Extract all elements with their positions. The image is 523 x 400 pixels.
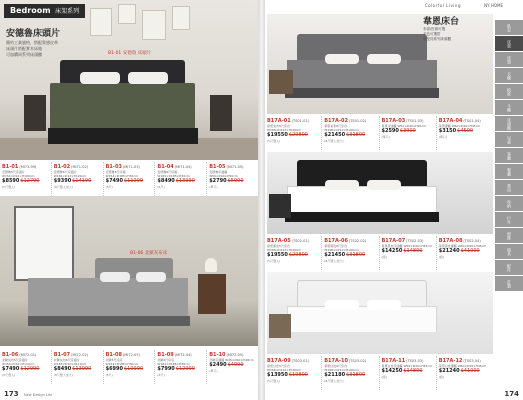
product-price — [157, 366, 204, 373]
sale-price: $21180 — [324, 372, 346, 378]
page-number: 173 — [4, 390, 19, 398]
sale-price: $13950 — [267, 372, 288, 378]
hero-photo-andrew-bed — [0, 0, 258, 160]
product-caption — [322, 356, 379, 390]
product-size-note: (5尺雙人) — [267, 139, 281, 143]
brand-logo: Colorful Living — [424, 3, 461, 8]
product-size-note: (6尺雙人加大) — [324, 259, 344, 263]
product-description: 北歐灰布6尺床頭片 W184×D10×H110cm — [53, 358, 87, 366]
bed-headboard — [297, 160, 427, 188]
caption-row-bottom — [0, 350, 258, 384]
wall-art — [172, 6, 190, 30]
product-model-number: (MI72-04) — [174, 353, 192, 357]
product-description: 韋恩白皮床頭櫃 W50×D40×H45cm — [381, 364, 433, 368]
product-description: 安德魯5尺床頭片 W154×D12×H100cm — [2, 170, 35, 178]
wall-art — [118, 4, 136, 24]
product-description: 韋恩灰布5尺床台 W168×D210×H100cm — [267, 124, 302, 132]
bed-base — [285, 212, 439, 222]
sale-price: $7490 — [105, 178, 123, 184]
product-caption — [207, 162, 258, 196]
product-description: 安德魯床頭櫃 W50×D40×H50cm — [209, 170, 238, 178]
product-code-text: B1-05 — [209, 164, 226, 170]
product-size-note: (5尺) — [105, 185, 113, 189]
original-price: $4500 — [457, 128, 474, 134]
product-description: 韋恩黑皮邊櫃 W60×D40×H45cm — [438, 244, 487, 248]
product-code-text: B1-04 — [157, 164, 174, 170]
series-notes — [423, 27, 451, 42]
bed-base — [48, 128, 198, 144]
window — [14, 206, 74, 281]
pillow — [325, 300, 359, 310]
original-price: $41000 — [460, 248, 480, 254]
brand-en: Bedroom — [10, 6, 51, 15]
original-price: $31800 — [346, 252, 366, 258]
product-size-note: (單只) — [209, 185, 218, 189]
sale-price: $2590 — [381, 128, 399, 134]
nightstand — [198, 274, 226, 314]
original-price: $10990 — [124, 366, 144, 372]
hero-product-badge: B1-01 安德魯 床頭片 — [108, 51, 152, 56]
product-size-note: (5尺) — [105, 373, 113, 377]
series-note: 布面/皮面可選 — [423, 27, 446, 31]
brand-zh: 床架系列 — [55, 8, 80, 15]
gutter — [258, 0, 265, 400]
pillow — [367, 180, 401, 190]
product-model-number: (MI71-02) — [71, 165, 89, 169]
product-caption — [0, 350, 52, 384]
category-tab[interactable]: 床架 — [495, 36, 523, 51]
product-code-text: B1-07 — [53, 352, 71, 358]
product-description: 北歐5尺床底 W154×D186×H30cm — [105, 358, 138, 366]
nightstand — [269, 70, 293, 94]
sale-price: $21450 — [324, 252, 346, 258]
product-model-number: (MI72-02) — [71, 353, 89, 357]
product-size-note: (5尺雙人) — [2, 185, 16, 189]
original-price: $14800 — [403, 248, 423, 254]
hero-note: 簡約工業風格，搭配質感皮革 — [6, 40, 58, 45]
product-price — [157, 178, 204, 185]
bed-mattress — [50, 83, 195, 131]
sale-price: $2790 — [209, 178, 227, 184]
original-price: $19800 — [288, 372, 308, 378]
product-price — [324, 132, 376, 139]
product-price — [54, 178, 101, 185]
product-code-text: B17A-04 — [438, 118, 463, 124]
product-caption — [0, 162, 52, 196]
product-size-note: (單只) — [381, 135, 390, 139]
product-price — [209, 362, 256, 369]
product-caption — [265, 236, 322, 270]
product-description: 安德魯6尺床頭片 W184×D12×H100cm — [53, 170, 87, 178]
section-brand-tag — [4, 4, 85, 18]
product-price — [267, 372, 319, 379]
bed-base — [285, 88, 439, 98]
bed-mattress — [287, 306, 437, 334]
original-price: $13990 — [175, 178, 195, 184]
sale-price: $21240 — [438, 368, 460, 374]
product-price — [439, 368, 491, 375]
category-tab[interactable]: 訂製 — [495, 276, 523, 291]
photo-gray-wayne-bed — [267, 14, 493, 114]
series-note: 多色可選搭 — [423, 32, 441, 36]
sale-price: $7990 — [157, 366, 175, 372]
product-code-text: B17A-05 — [267, 238, 291, 244]
folio-subtitle: New Design Life — [24, 393, 53, 397]
product-description: 韋恩黑皮6尺床台 W198×D210×H100cm — [324, 244, 359, 252]
product-description: 韋恩白皮6尺床台 W198×D210×H100cm — [324, 364, 359, 372]
original-price: $4990 — [227, 362, 244, 368]
product-model-number: (MI72-03) — [122, 353, 140, 357]
bed-base — [28, 316, 190, 326]
product-code-text: B1-08 — [105, 352, 122, 358]
side-table — [210, 95, 232, 131]
product-model-number: (TS02-01) — [291, 239, 309, 243]
product-description: 韋恩黑皮床頭櫃 W50×D40×H45cm — [381, 244, 433, 248]
product-price — [54, 366, 101, 373]
product-caption — [265, 356, 322, 390]
product-model-number: (TS01-04) — [463, 119, 481, 123]
product-model-number: (TS01-03) — [406, 119, 424, 123]
product-code-text: B17A-10 — [324, 358, 348, 364]
hero-notes — [6, 40, 58, 58]
wall-art — [142, 10, 166, 40]
hero-note: 可加購同系列床頭櫃 — [6, 52, 42, 57]
product-caption — [380, 236, 437, 270]
bed-mattress — [287, 186, 437, 214]
original-price: $11990 — [124, 178, 144, 184]
product-price — [439, 248, 491, 255]
product-model-number: (MI72-05) — [226, 353, 244, 357]
product-model-number: (MI72-01) — [19, 353, 37, 357]
category-tab[interactable]: 兒童 — [495, 132, 523, 147]
product-code-text: B17A-11 — [381, 358, 406, 364]
hero-photo-gray-bed — [0, 196, 258, 346]
nightstand — [269, 314, 291, 338]
category-tab[interactable]: 客廳 — [495, 148, 523, 163]
sale-price: $9390 — [53, 178, 72, 184]
original-price: $12990 — [20, 366, 40, 372]
pillow — [128, 72, 168, 84]
product-model-number: (TS02-04) — [463, 239, 481, 243]
product-description: 韋恩白皮5尺床台 W168×D210×H100cm — [267, 364, 302, 372]
product-size-note: (組) — [381, 255, 387, 259]
product-description: 韋恩黑皮5尺床台 W168×D210×H100cm — [267, 244, 302, 252]
product-price — [439, 128, 491, 135]
product-caption — [52, 350, 104, 384]
original-price: $3900 — [399, 128, 416, 134]
product-size-note: (組) — [438, 375, 445, 379]
category-tab[interactable]: 梳妝 — [495, 84, 523, 99]
caption-row-top — [0, 162, 258, 196]
sale-price: $8590 — [2, 178, 20, 184]
product-price — [382, 368, 434, 375]
product-size-note: (單只) — [209, 369, 218, 373]
product-description: 北歐床頭櫃 W45×D40×H48cm — [209, 358, 254, 362]
bed-headboard — [297, 34, 427, 62]
product-code-text: B1-03 — [105, 164, 122, 170]
original-price: $12990 — [175, 366, 195, 372]
product-description: 安德魯6尺床箱 W184×D185×H32cm — [157, 170, 190, 178]
sale-price: $19550 — [267, 252, 288, 258]
product-caption — [155, 350, 207, 384]
product-description: 韋恩床頭櫃 W50×D40×H45cm — [381, 124, 427, 128]
pillow — [367, 54, 401, 64]
original-price: $31800 — [346, 132, 366, 138]
original-price: $14800 — [403, 368, 423, 374]
hero2-product-badge: B1-06 北歐灰布床 — [130, 251, 168, 256]
product-code-text: B1-02 — [53, 164, 71, 170]
hero-note: 床頭片搭配實木床箱 — [6, 46, 42, 51]
product-caption — [437, 236, 493, 270]
product-price — [2, 366, 49, 373]
page-number: 174 — [504, 390, 519, 398]
category-tab[interactable]: 書房 — [495, 180, 523, 195]
category-tab[interactable]: 戶外 — [495, 212, 523, 227]
original-price: $13990 — [72, 366, 92, 372]
photo-black-wayne-bed — [267, 152, 493, 234]
product-price — [267, 252, 319, 259]
product-size-note: (6尺) — [157, 185, 165, 189]
product-caption — [437, 356, 493, 390]
product-description: 韋恩邊櫃 W60×D40×H45cm — [438, 124, 481, 128]
product-size-note: (6尺) — [157, 373, 165, 377]
product-size-note: (6尺雙人加大) — [324, 139, 344, 143]
product-model-number: (TS01-02) — [348, 119, 367, 123]
wall-art — [90, 8, 112, 36]
original-price: $29800 — [288, 132, 308, 138]
category-tab[interactable]: 配件 — [495, 260, 523, 275]
sale-price: $7490 — [2, 366, 20, 372]
product-model-number: (TS02-02) — [348, 239, 367, 243]
product-size-note: (組) — [381, 375, 387, 379]
product-code-text: B1-09 — [157, 352, 174, 358]
pillow — [325, 54, 359, 64]
right-page — [265, 0, 523, 400]
series-note: 搭配同系列床頭櫃 — [423, 37, 451, 41]
category-tab[interactable]: 燈飾 — [495, 228, 523, 243]
category-tab[interactable]: 床頭櫃 — [495, 116, 523, 131]
product-price — [2, 178, 49, 185]
category-tab[interactable]: 衣櫃 — [495, 68, 523, 83]
original-price: $14190 — [72, 178, 92, 184]
photo-white-wayne-bed — [267, 272, 493, 354]
product-code-text: B17A-03 — [381, 118, 406, 124]
pillow — [80, 72, 120, 84]
category-tab[interactable]: 收納 — [495, 196, 523, 211]
product-description: 安德魯5尺床箱 W154×D185×H32cm — [105, 170, 138, 178]
hero-title: 安德魯床頭片 — [6, 29, 61, 39]
product-size-note: (5尺雙人) — [267, 379, 281, 383]
left-page — [0, 0, 258, 400]
sale-price: $19550 — [267, 132, 288, 138]
product-caption — [155, 162, 207, 196]
sale-price: $2490 — [209, 362, 227, 368]
side-table — [24, 95, 46, 131]
category-tab[interactable]: 斗櫃 — [495, 100, 523, 115]
product-caption — [52, 162, 104, 196]
series-title: 韋恩床台 — [423, 17, 460, 27]
sale-price: $6990 — [105, 366, 123, 372]
product-model-number: (TS03-04) — [463, 359, 481, 363]
product-model-number: (MI71-05) — [226, 165, 244, 169]
sale-price: $14250 — [381, 368, 403, 374]
nightstand — [269, 194, 291, 218]
product-code-text: B17A-09 — [267, 358, 291, 364]
product-size-note: (6尺雙人加大) — [53, 185, 74, 189]
product-price — [267, 132, 319, 139]
sale-price: $8490 — [157, 178, 175, 184]
product-description: 北歐6尺床底 W184×D186×H30cm — [157, 358, 190, 366]
brand-logo-2: NY HOME — [484, 3, 503, 8]
category-tab[interactable]: 寢具 — [495, 244, 523, 259]
product-description: 韋恩白皮邊櫃 W60×D40×H45cm — [438, 364, 487, 368]
product-caption — [265, 116, 322, 150]
product-code-text: B17A-07 — [381, 238, 406, 244]
sale-price: $21240 — [438, 248, 460, 254]
product-price — [324, 372, 376, 379]
lamp — [205, 258, 217, 272]
bed-base — [285, 332, 439, 342]
category-tab[interactable]: 臥室 — [495, 20, 523, 35]
bed-mattress — [28, 278, 188, 320]
caption-row-3 — [265, 356, 493, 390]
pillow — [136, 272, 166, 282]
pillow — [367, 300, 401, 310]
product-size-note: (6尺雙人加大) — [324, 379, 344, 383]
pillow — [100, 272, 130, 282]
product-price — [324, 252, 376, 259]
caption-row-2 — [265, 236, 493, 270]
original-price: $12790 — [20, 178, 40, 184]
bed-headboard — [297, 280, 427, 308]
product-model-number: (MI71-03) — [122, 165, 140, 169]
product-price — [106, 178, 153, 185]
product-caption — [380, 116, 437, 150]
product-price — [382, 128, 434, 135]
original-price: $31800 — [346, 372, 366, 378]
sale-price: $3150 — [438, 128, 457, 134]
product-caption — [207, 350, 258, 384]
page-header — [265, 0, 523, 12]
product-model-number: (TS02-03) — [406, 239, 424, 243]
product-price — [209, 178, 256, 185]
product-code-text: B1-10 — [209, 352, 226, 358]
category-tab[interactable]: 餐廳 — [495, 164, 523, 179]
product-size-note: (6尺雙人加大) — [53, 373, 74, 377]
product-description: 北歐灰布5尺床頭片 W154×D10×H110cm — [2, 358, 35, 366]
product-code-text: B17A-08 — [438, 238, 463, 244]
sale-price: $21450 — [324, 132, 346, 138]
caption-row-1 — [265, 116, 493, 150]
sale-price: $8490 — [53, 366, 72, 372]
product-size-note: (單只) — [438, 135, 448, 139]
product-caption — [322, 236, 379, 270]
product-size-note: (組) — [438, 255, 445, 259]
product-code-text: B17A-06 — [324, 238, 348, 244]
product-caption — [437, 116, 493, 150]
product-size-note: (5尺雙人) — [2, 373, 16, 377]
product-size-note: (5尺雙人) — [267, 259, 281, 263]
product-model-number: (TS01-01) — [291, 119, 309, 123]
original-price: $5990 — [227, 178, 244, 184]
product-caption — [104, 350, 156, 384]
product-description: 韋恩灰布6尺床台 W198×D210×H100cm — [324, 124, 359, 132]
product-model-number: (TS03-03) — [406, 359, 424, 363]
product-code-text: B17A-01 — [267, 118, 291, 124]
product-price — [382, 248, 434, 255]
product-code-text: B1-01 — [2, 164, 19, 170]
product-price — [106, 366, 153, 373]
product-model-number: (MI71-04) — [174, 165, 192, 169]
original-price: $41000 — [460, 368, 480, 374]
original-price: $29800 — [288, 252, 308, 258]
pillow — [325, 180, 359, 190]
product-model-number: (TS03-02) — [348, 359, 367, 363]
product-model-number: (MI71-99) — [19, 165, 37, 169]
product-code-text: B17A-12 — [438, 358, 463, 364]
product-caption — [104, 162, 156, 196]
product-caption — [322, 116, 379, 150]
product-caption — [380, 356, 437, 390]
bed-mattress — [287, 60, 437, 90]
category-tabs — [495, 20, 523, 291]
product-model-number: (TS03-01) — [291, 359, 309, 363]
sale-price: $14250 — [381, 248, 403, 254]
product-code-text: B1-06 — [2, 352, 19, 358]
product-code-text: B17A-02 — [324, 118, 348, 124]
category-tab[interactable]: 床墊 — [495, 52, 523, 67]
